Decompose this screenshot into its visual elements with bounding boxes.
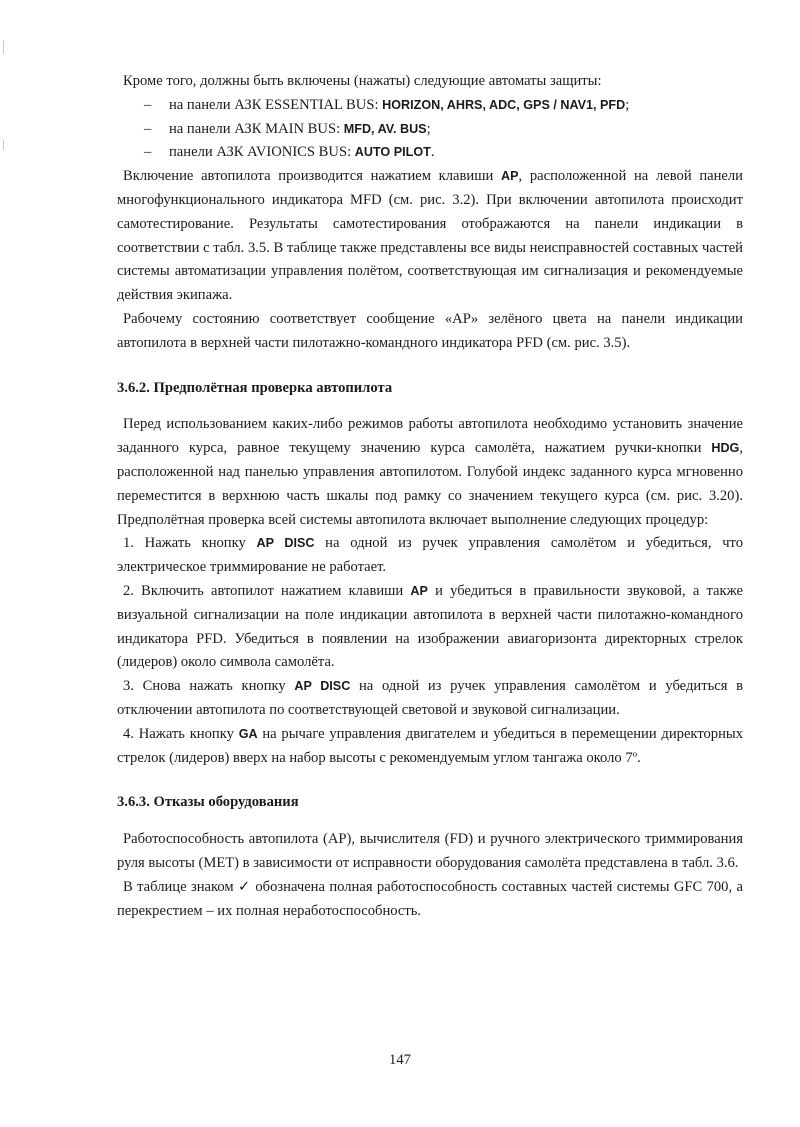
list-item-end: ;	[426, 120, 431, 137]
key-label: AP	[410, 583, 428, 598]
scan-edge-mark	[3, 40, 4, 54]
text-run: 1. Нажать кнопку	[123, 535, 257, 552]
procedure-step	[117, 723, 743, 771]
list-dash: –	[144, 96, 152, 113]
text-run: и убедиться в правильности звуковой, а также визуальной сигнализации на поле индикации автопилота в верхней части пилотажно-командного индикатора PFD. Убедиться в появлении на изображении авиагоризонта директорных стрелок (лидеров) около символа самолёта.	[117, 582, 743, 671]
page-content	[117, 70, 743, 923]
paragraph-ap-engage	[117, 165, 743, 308]
text-run: , расположенной над панелью управления автопилотом. Голубой индекс заданного курса мгновенно переместится в верхнюю часть шкалы под рамку со значением текущего курса (см. рис. 3.20). Предполётная проверка всей системы автопилота включает выполнение следующих процедур:	[117, 440, 743, 528]
list-item-end: .	[430, 144, 435, 161]
breaker-keys: AUTO PILOT	[354, 145, 431, 160]
text-run: на одной из ручек управления самолётом и убедиться в отключении автопилота по соответствующей световой и звуковой сигнализации.	[117, 678, 744, 718]
key-label: AP	[500, 169, 519, 184]
breaker-keys: HORIZON, AHRS, ADC, GPS / NAV1, PFD	[382, 97, 626, 112]
paragraph-ap-status: Рабочему состоянию соответствует сообщение «AP» зелёного цвета на панели индикации автопилота в верхней части пилотажно-командного индикатора PFD (см. рис. 3.5).	[117, 310, 743, 351]
list-item	[117, 141, 743, 165]
procedure-step	[117, 675, 743, 723]
paragraph-failures: Работоспособность автопилота (AP), вычислителя (FD) и ручного электрического триммирования руля высоты (MET) в зависимости от исправности оборудования самолёта представлена в табл. 3.6.	[117, 831, 743, 871]
list-item-text: на панели АЗК MAIN BUS:	[169, 120, 344, 137]
key-label: GA	[238, 726, 258, 741]
text-run: 2. Включить автопилот нажатием клавиши	[123, 582, 411, 599]
text-run: на одной из ручек управления самолётом и убедиться, что электрическое триммирование не работает.	[117, 535, 744, 576]
intro-paragraph: Кроме того, должны быть включены (нажаты) следующие автоматы защиты:	[123, 73, 602, 89]
paragraph-legend: В таблице знаком ✓ обозначена полная работоспособность составных частей системы GFC 700, а перекрестием – их полная неработоспособность.	[117, 878, 743, 919]
text-run: на рычаге управления двигателем и убедиться в перемещении директорных стрелок (лидеров) вверх на набор высоты с рекомендуемым углом тангажа около 7º.	[117, 725, 744, 766]
key-label: HDG	[711, 441, 740, 456]
paragraph-preflight	[117, 413, 743, 532]
list-dash: –	[144, 120, 152, 137]
page-number: 147	[389, 1052, 411, 1068]
text-run: Включение автопилота производится нажатием клавиши	[123, 168, 501, 185]
text-run: Перед использованием каких-либо режимов работы автопилота необходимо установить значение заданного курса, равное текущему значению курса самолёта, нажатием ручки-кнопки	[117, 416, 743, 457]
text-run: 3. Снова нажать кнопку	[123, 678, 295, 695]
key-label: AP DISC	[294, 679, 351, 694]
section-heading: 3.6.2. Предполётная проверка автопилота	[117, 379, 393, 396]
procedure-step	[117, 580, 743, 675]
text-run: , расположенной на левой панели многофункционального индикатора MFD (см. рис. 3.2). При включении автопилота происходит самотестирование. Результаты самотестирования отображаются на панели индикации в соответствии с табл. 3.5. В таблице также представлены все виды неисправностей составных частей системы автоматизации управления полётом, соответствующая им сигнализация и рекомендуемые действия экипажа.	[117, 168, 743, 304]
breaker-keys: MFD, AV. BUS	[343, 121, 427, 136]
list-item	[117, 118, 743, 142]
scan-edge-mark	[3, 140, 4, 150]
list-item-end: ;	[625, 96, 630, 113]
list-item	[117, 94, 743, 118]
text-run: 4. Нажать кнопку	[123, 725, 239, 742]
list-dash: –	[144, 144, 152, 161]
list-item-text: на панели АЗК ESSENTIAL BUS:	[169, 96, 383, 113]
section-heading: 3.6.3. Отказы оборудования	[117, 794, 299, 811]
key-label: AP DISC	[256, 536, 315, 551]
list-item-text: панели АЗК AVIONICS BUS:	[169, 144, 355, 161]
procedure-step	[117, 532, 743, 580]
